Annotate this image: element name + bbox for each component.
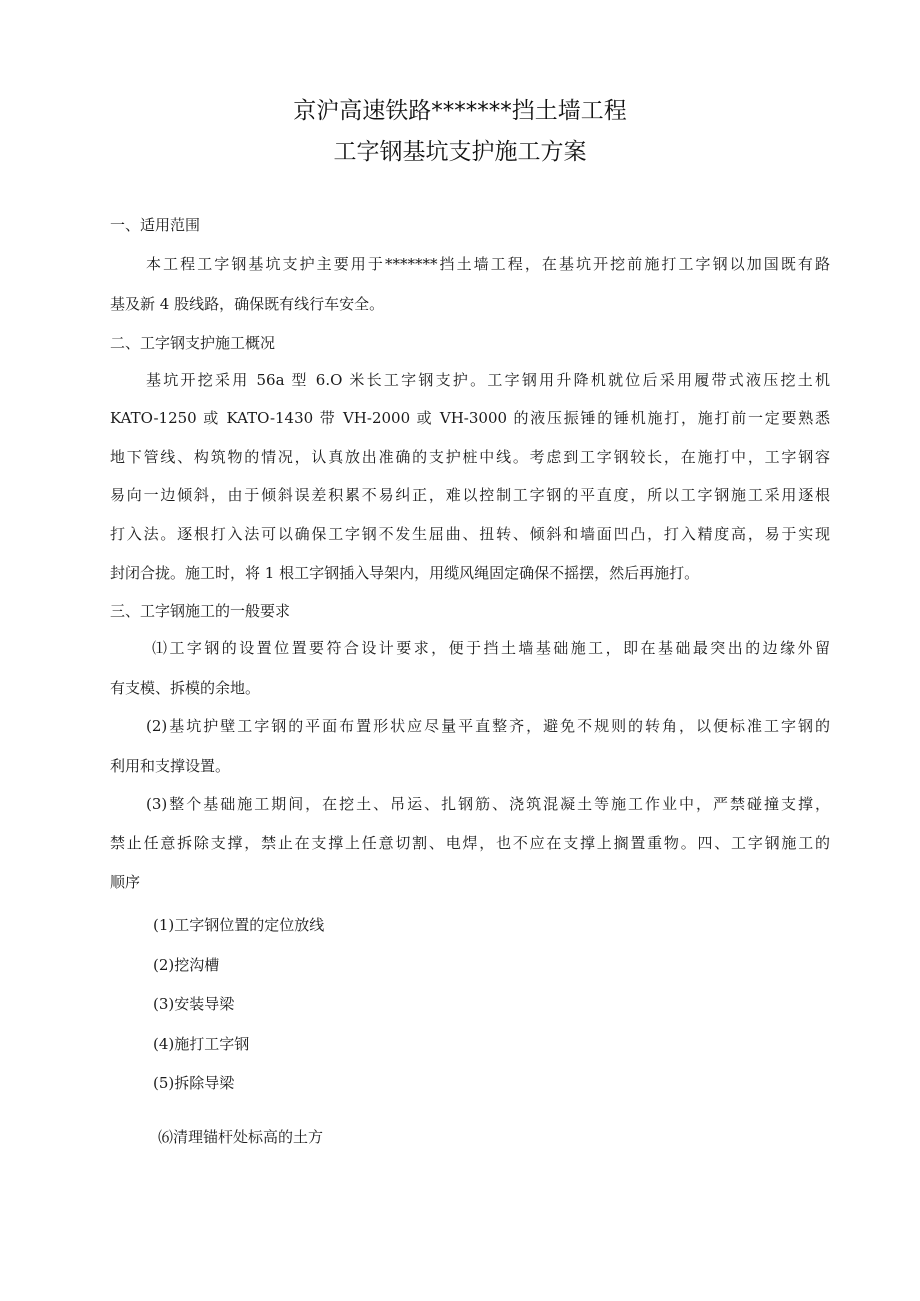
- section-heading-scope: 一、适用范围: [110, 216, 201, 234]
- paragraph-line: 本工程工字钢基坑支护主要用于*******挡土墙工程，在基坑开挖前施打工字钢以加国既有路: [146, 255, 830, 273]
- list-item: (2)挖沟槽: [153, 956, 220, 974]
- paragraph-line: KATO-1250 或 KATO-1430 带 VH-2000 或 VH-3000 的液压振锤的锤机施打，施打前一定要熟悉: [110, 409, 830, 427]
- paragraph-line: 封闭合拢。施工时，将 1 根工字钢插入导架内，用缆风绳固定确保不摇摆，然后再施打。: [110, 564, 700, 582]
- section-heading-requirements: 三、工字钢施工的一般要求: [110, 602, 291, 620]
- requirement-line: 禁止任意拆除支撑，禁止在支撑上任意切割、电焊，也不应在支撑上搁置重物。四、工字钢施工的: [110, 834, 830, 852]
- requirement-line: (3)整个基础施工期间，在挖土、吊运、扎钢筋、浇筑混凝土等施工作业中，严禁碰撞支撑，: [146, 795, 830, 813]
- requirement-line: (2)基坑护壁工字钢的平面布置形状应尽量平直整齐，避免不规则的转角，以便标准工字钢的: [146, 717, 830, 735]
- paragraph-line: 易向一边倾斜，由于倾斜误差积累不易纠正，难以控制工字钢的平直度，所以工字钢施工采用逐根: [110, 486, 830, 504]
- list-item: (3)安装导梁: [153, 995, 235, 1013]
- requirement-line: 顺序: [110, 873, 141, 891]
- list-item: (4)施打工字钢: [153, 1035, 250, 1053]
- requirement-line: ⑴工字钢的设置位置要符合设计要求，便于挡土墙基础施工，即在基础最突出的边缘外留: [152, 639, 830, 657]
- paragraph-line: 基及新 4 股线路，确保既有线行车安全。: [110, 295, 385, 313]
- requirement-line: 利用和支撑设置。: [110, 757, 231, 775]
- list-item: (5)拆除导梁: [153, 1074, 235, 1092]
- list-item: ⑹清理锚杆处标高的土方: [158, 1128, 324, 1146]
- document-title-line-1: 京沪高速铁路*******挡土墙工程: [293, 98, 627, 124]
- paragraph-line: 地下管线、构筑物的情况，认真放出准确的支护桩中线。考虑到工字钢较长，在施打中，工字钢容: [110, 448, 830, 466]
- paragraph-line: 打入法。逐根打入法可以确保工字钢不发生屈曲、扭转、倾斜和墙面凹凸，打入精度高，易于实现: [110, 525, 830, 543]
- list-item: (1)工字钢位置的定位放线: [153, 916, 325, 934]
- requirement-line: 有支模、拆模的余地。: [110, 679, 261, 697]
- section-heading-overview: 二、工字钢支护施工概况: [110, 334, 276, 352]
- document-title-line-2: 工字钢基坑支护施工方案: [333, 139, 587, 165]
- paragraph-line: 基坑开挖采用 56a 型 6.O 米长工字钢支护。工字钢用升降机就位后采用履带式液压挖土机: [146, 371, 830, 389]
